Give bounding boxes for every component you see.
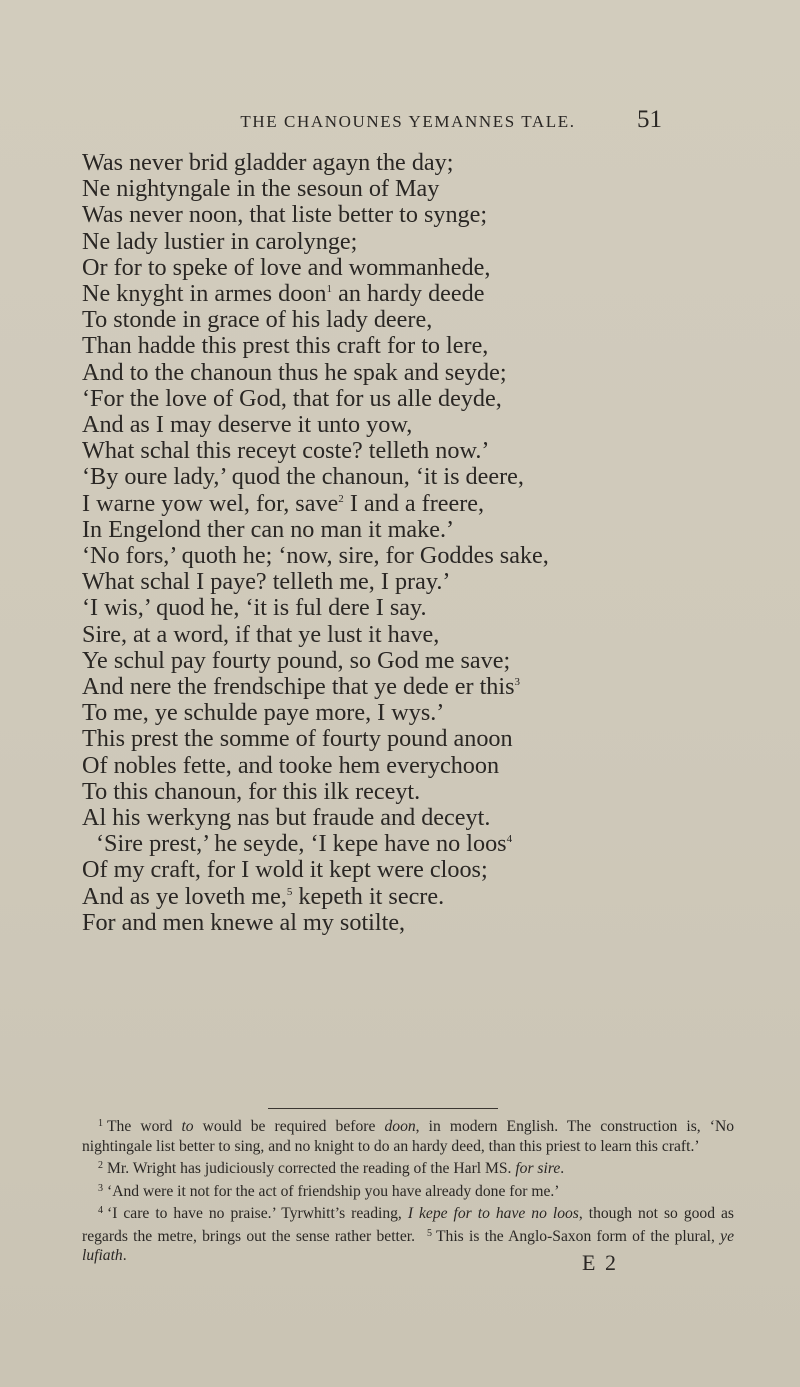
- verse-line: Of nobles fette, and tooke hem everychoon: [82, 751, 500, 779]
- footnote-1: $^1$ The word to would be required before doon, in modern English. The construction is, ‘No nightingale list better to sing, and no knight to do an hardy deed, than this priest to learn this craft.’: [82, 1118, 735, 1155]
- verse-line: Was never brid gladder agayn the day;: [82, 149, 454, 176]
- verse-line: And as I may deserve it unto yow,: [82, 411, 413, 439]
- verse-line: I warne yow wel, for, save$^2$ I and a freere,: [82, 489, 485, 517]
- footnote-3: $^3$ ‘And were it not for the act of friendship you have already done for me.’: [98, 1182, 560, 1200]
- verse-line: Or for to speke of love and wommanhede,: [82, 253, 491, 281]
- verse-line: In Engelond ther can no man it make.’: [82, 515, 455, 543]
- footnote-reference: 4: [506, 833, 513, 846]
- verse-line: To this chanoun, for this ilk receyt.: [82, 777, 421, 805]
- verse-line: ‘I wis,’ quod he, ‘it is ful dere I say.: [82, 594, 427, 622]
- verse-line: Ne nightyngale in the sesoun of May: [82, 175, 440, 203]
- verse-line: And nere the frendschipe that ye dede er this$^3$: [82, 673, 521, 701]
- verse-line: ‘For the love of God, that for us alle deyde,: [82, 384, 502, 412]
- running-title: THE CHANOUNES YEMANNES TALE.: [240, 112, 576, 131]
- footnote-marker: 3: [98, 1182, 103, 1194]
- verse-line: Sire, at a word, if that ye lust it have,: [82, 620, 440, 648]
- verse-line: What schal I paye? telleth me, I pray.’: [82, 568, 451, 596]
- verse-line: To me, ye schulde paye more, I wys.’: [82, 699, 445, 727]
- footnote-marker: 2: [98, 1160, 103, 1171]
- verse-line: What schal this receyt coste? telleth now.’: [82, 437, 490, 465]
- verse-line: To stonde in grace of his lady deere,: [82, 306, 433, 334]
- verse-line: Was never noon, that liste better to synge;: [82, 201, 488, 229]
- footnote-marker: 1: [98, 1118, 103, 1129]
- verse-line: Ne lady lustier in carolynge;: [82, 227, 358, 255]
- footnotes: [82, 1114, 734, 1266]
- footnote-reference: 1: [326, 283, 333, 296]
- verse-line: ‘By oure lady,’ quod the chanoun, ‘it is deere,: [82, 463, 524, 491]
- footnote-marker: 5: [427, 1227, 433, 1239]
- footnote-reference: 3: [514, 676, 521, 689]
- verse-line: Ne knyght in armes doon$^1$ an hardy deede: [82, 280, 485, 308]
- verse-line: Of my craft, for I wold it kept were cloos;: [82, 856, 488, 884]
- footnote-reference: 2: [338, 492, 344, 505]
- page-number: 51: [637, 106, 662, 133]
- verse-line: Than hadde this prest this craft for to lere,: [82, 332, 489, 360]
- footnote-2: $^2$ Mr. Wright has judiciously corrected the reading of the Harl MS. for sire.: [98, 1160, 565, 1177]
- verse-line: ‘Sire prest,’ he seyde, ‘I kepe have no loos$^4$: [96, 830, 513, 858]
- signature-mark: E 2: [582, 1250, 618, 1275]
- footnote-rule: [268, 1108, 498, 1109]
- verse-line: This prest the somme of fourty pound anoon: [82, 725, 513, 753]
- footnote-marker: 4: [98, 1205, 103, 1216]
- verse-line: And to the chanoun thus he spak and seyde;: [82, 358, 507, 386]
- verse-line: ‘No fors,’ quoth he; ‘now, sire, for Goddes sake,: [82, 542, 549, 570]
- verse-line: Al his werkyng nas but fraude and deceyt.: [82, 804, 491, 832]
- verse-line: And as ye loveth me,$^5$ kepeth it secre.: [82, 882, 445, 910]
- footnote-reference: 5: [286, 885, 293, 898]
- verse-line: For and men knewe al my sotilte,: [82, 908, 406, 936]
- footnote-4-and-5: $^4$ ‘I care to have no praise.’ Tyrwhitt’s reading, I kepe for to have no loos, though not so good as regards the metre, brings out the sense rather better. $^5$ This is the Anglo-Saxon form of the plural, ye lufiath.: [82, 1205, 734, 1264]
- verse-block: [82, 150, 722, 936]
- verse-line: Ye schul pay fourty pound, so God me save;: [82, 646, 511, 674]
